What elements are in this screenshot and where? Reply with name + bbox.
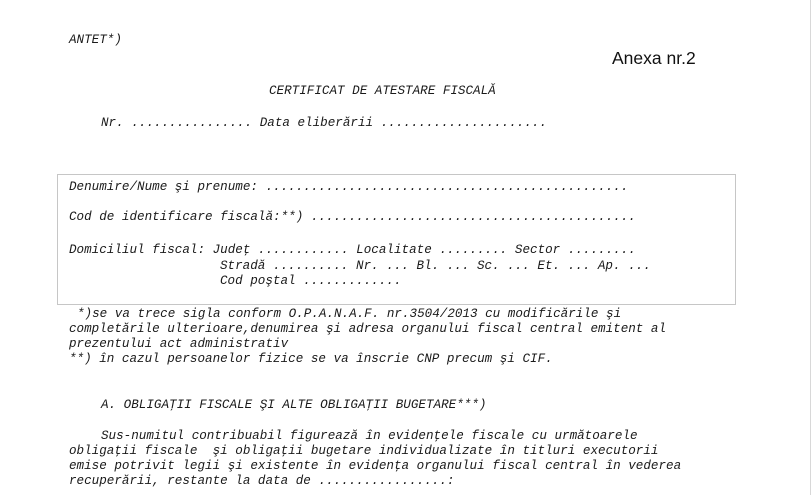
footnote-2: **) în cazul persoanelor fizice se va înscrie CNP precum şi CIF.: [69, 352, 553, 366]
fiscal-address-line-1: Domiciliul fiscal: Judeţ ............ Localitate ......... Sector .........: [69, 243, 636, 257]
fiscal-address-line-2: Stradă .......... Nr. ... Bl. ... Sc. ... Et. ... Ap. ...: [220, 259, 651, 273]
section-a-paragraph-line-2: obligaţii fiscale şi obligaţii bugetare individualizate în titluri executorii: [69, 444, 659, 458]
section-a-paragraph-line-1: Sus-numitul contribuabil figurează în evidenţele fiscale cu următoarele: [101, 429, 638, 443]
section-a-paragraph-line-4: recuperării, restante la data de .................:: [69, 474, 455, 488]
footnote-1-line-3: prezentului act administrativ: [69, 337, 289, 351]
footnote-1-line-1: *)se va trece sigla conform O.P.A.N.A.F. nr.3504/2013 cu modificările şi: [77, 307, 622, 321]
name-field-line: Denumire/Nume şi prenume: ................................................: [69, 180, 629, 194]
fiscal-id-field-line: Cod de identificare fiscală:**) ...........................................: [69, 210, 636, 224]
section-a-heading: A. OBLIGAŢII FISCALE ŞI ALTE OBLIGAŢII BUGETARE***): [101, 398, 487, 412]
section-a-paragraph-line-3: emise potrivit legii şi existente în evidenţa organului fiscal central în vederea: [69, 459, 682, 473]
antet-placeholder: ANTET*): [69, 33, 122, 47]
fiscal-address-line-3: Cod poştal .............: [220, 274, 402, 288]
footnote-1-line-2: completările ulterioare,denumirea şi adresa organului fiscal central emitent al: [69, 322, 667, 336]
annex-number: Anexa nr.2: [612, 48, 696, 68]
number-date-line: Nr. ................ Data eliberării ......................: [101, 116, 547, 130]
document-title: CERTIFICAT DE ATESTARE FISCALĂ: [269, 84, 496, 98]
